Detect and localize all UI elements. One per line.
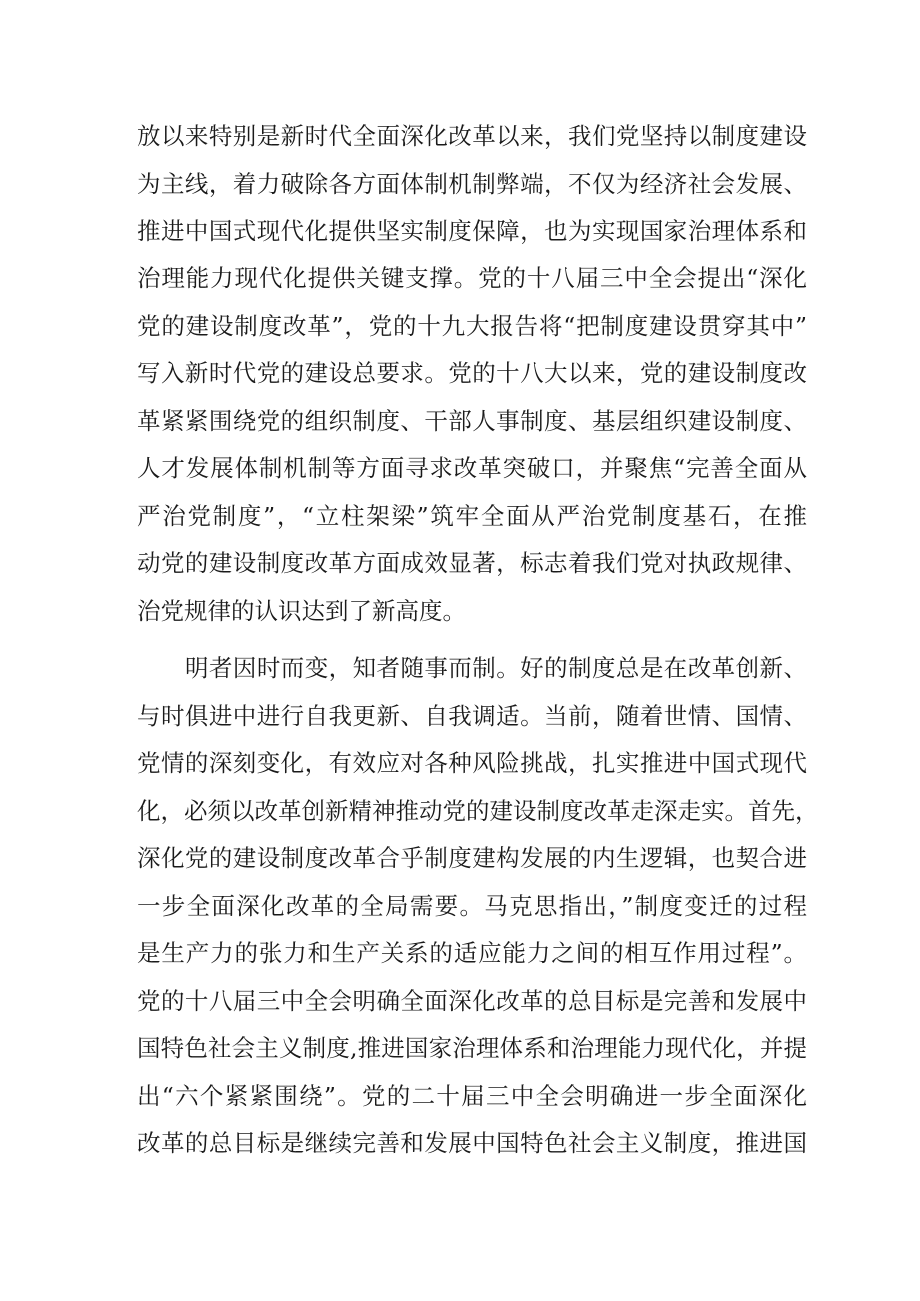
paragraph-line: 与时俱进中进行自我更新、自我调适。当前，随着世情、国情、 xyxy=(137,702,807,730)
paragraph-line: 治党规律的认识达到了新高度。 xyxy=(137,597,466,625)
paragraph-line: 出“六个紧紧围绕”。党的二十届三中全会明确进一步全面深化 xyxy=(137,1082,807,1110)
paragraph-line: 人才发展体制机制等方面寻求改革突破口，并聚焦“完善全面从 xyxy=(137,454,807,482)
paragraph-line: 是生产力的张力和生产关系的适应能力之间的相互作用过程”。 xyxy=(137,939,807,967)
paragraph-line: 推进中国式现代化提供坚实制度保障，也为实现国家治理体系和 xyxy=(137,217,807,245)
paragraph-line: 严治党制度”，“立柱架梁”筑牢全面从严治党制度基石，在推 xyxy=(137,502,807,530)
paragraph-line: 为主线，着力破除各方面体制机制弊端，不仅为经济社会发展、 xyxy=(137,170,807,198)
paragraph-line: 治理能力现代化提供关键支撑。党的十八届三中全会提出“深化 xyxy=(137,264,807,292)
paragraph-line: 党的建设制度改革”，党的十九大报告将“把制度建设贯穿其中” xyxy=(137,312,807,340)
paragraph-line: 明者因时而变，知者随事而制。好的制度总是在改革创新、 xyxy=(185,654,807,682)
paragraph-line: 党的十八届三中全会明确全面深化改革的总目标是完善和发展中 xyxy=(137,987,807,1015)
paragraph-line: 动党的建设制度改革方面成效显著，标志着我们党对执政规律、 xyxy=(137,549,807,577)
paragraph-line: 深化党的建设制度改革合乎制度建构发展的内生逻辑，也契合进 xyxy=(137,844,807,872)
paragraph-line: 写入新时代党的建设总要求。党的十八大以来，党的建设制度改 xyxy=(137,359,807,387)
paragraph-line: 国特色社会主义制度,推进国家治理体系和治理能力现代化，并提 xyxy=(137,1034,807,1062)
paragraph-line: 放以来特别是新时代全面深化改革以来，我们党坚持以制度建设 xyxy=(137,122,807,150)
paragraph-line: 改革的总目标是继续完善和发展中国特色社会主义制度，推进国 xyxy=(137,1129,807,1157)
paragraph-line: 化，必须以改革创新精神推动党的建设制度改革走深走实。首先， xyxy=(137,797,819,825)
paragraph-line: 革紧紧围绕党的组织制度、干部人事制度、基层组织建设制度、 xyxy=(137,407,807,435)
paragraph-line: 一步全面深化改革的全局需要。马克思指出，”制度变迁的过程 xyxy=(137,892,807,920)
paragraph-line: 党情的深刻变化，有效应对各种风险挑战，扎实推进中国式现代 xyxy=(137,749,807,777)
